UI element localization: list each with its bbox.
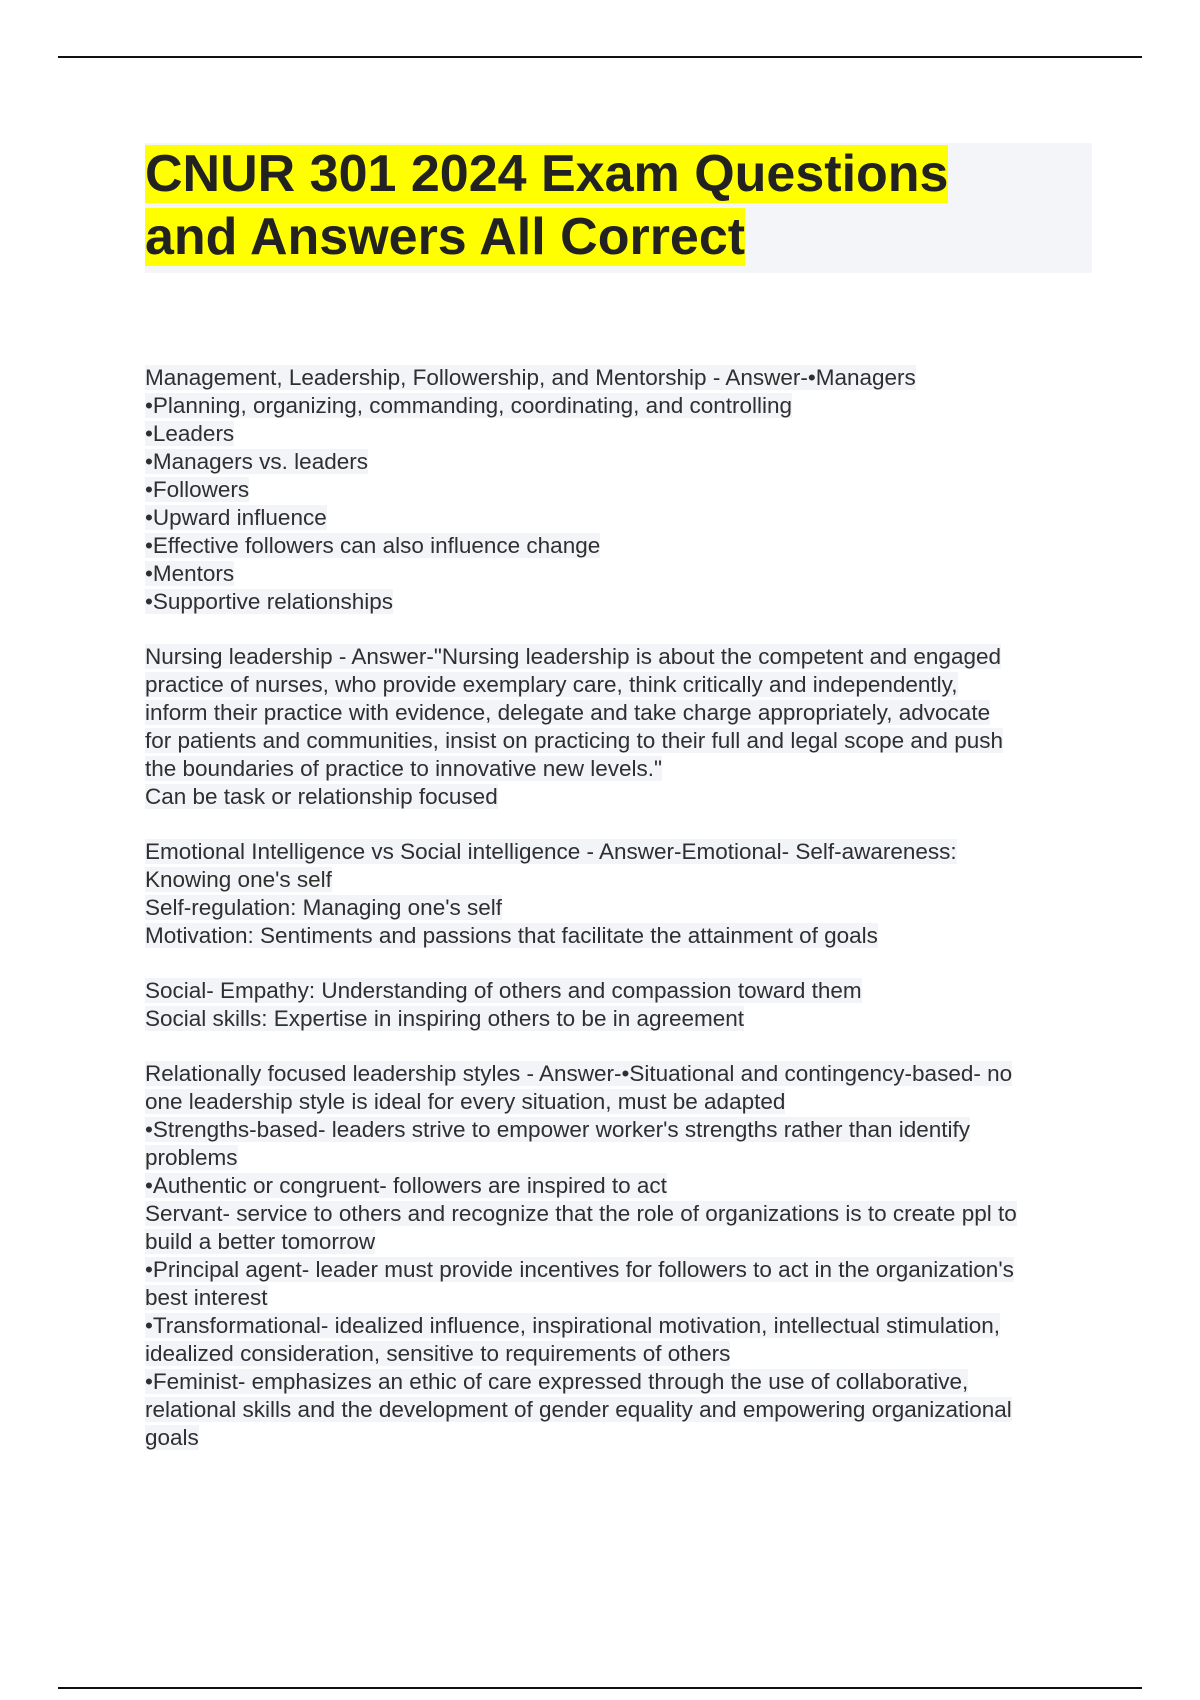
text-line	[145, 1200, 1105, 1228]
text-line	[145, 838, 1105, 866]
text-line	[145, 977, 1105, 1005]
text-line	[145, 504, 1105, 532]
text-line-content: build a better tomorrow	[145, 1229, 376, 1254]
top-divider	[58, 56, 1142, 58]
text-line	[145, 1144, 1105, 1172]
text-line-content: •Strengths-based- leaders strive to empower worker's strengths rather than identify	[145, 1117, 971, 1142]
text-line	[145, 392, 1105, 420]
text-line	[145, 1312, 1105, 1340]
text-line	[145, 755, 1105, 783]
text-line	[145, 671, 1105, 699]
text-line-content: Can be task or relationship focused	[145, 784, 498, 809]
document-title	[145, 143, 1092, 269]
text-line-content: problems	[145, 1145, 238, 1170]
text-line	[145, 1396, 1105, 1424]
text-line	[145, 364, 1105, 392]
text-line-content: •Transformational- idealized influence, inspirational motivation, intellectual stimulation,	[145, 1313, 1000, 1338]
qa-block	[145, 977, 1105, 1033]
qa-block	[145, 643, 1105, 811]
text-line	[145, 420, 1105, 448]
text-line-content: best interest	[145, 1285, 268, 1310]
text-line-content: •Mentors	[145, 561, 235, 586]
text-line	[145, 1256, 1105, 1284]
qa-block	[145, 838, 1105, 950]
text-line	[145, 1116, 1105, 1144]
text-line	[145, 1340, 1105, 1368]
qa-block	[145, 1060, 1105, 1452]
text-line-content: relational skills and the development of gender equality and empowering organizational	[145, 1397, 1012, 1422]
text-line	[145, 476, 1105, 504]
text-line-content: Motivation: Sentiments and passions that facilitate the attainment of goals	[145, 923, 878, 948]
text-line	[145, 1284, 1105, 1312]
text-line	[145, 894, 1105, 922]
text-line-content: Servant- service to others and recognize that the role of organizations is to create ppl to	[145, 1201, 1017, 1226]
text-line-content: •Effective followers can also influence change	[145, 533, 601, 558]
text-line	[145, 1005, 1105, 1033]
text-line	[145, 1368, 1105, 1396]
text-line	[145, 1228, 1105, 1256]
text-line-content: Relationally focused leadership styles - Answer-•Situational and contingency-based- no	[145, 1061, 1013, 1086]
title-line-1: CNUR 301 2024 Exam Questions	[145, 145, 949, 203]
text-line-content: •Principal agent- leader must provide incentives for followers to act in the organization's	[145, 1257, 1014, 1282]
text-line	[145, 448, 1105, 476]
text-line	[145, 783, 1105, 811]
text-line-content: •Leaders	[145, 421, 235, 446]
text-line-content: for patients and communities, insist on practicing to their full and legal scope and push	[145, 728, 1003, 753]
text-line-content: •Followers	[145, 477, 250, 502]
text-line-content: •Supportive relationships	[145, 589, 394, 614]
text-line-content: •Upward influence	[145, 505, 327, 530]
text-line-content: Management, Leadership, Followership, and Mentorship - Answer-•Managers	[145, 365, 916, 390]
text-line-content: •Feminist- emphasizes an ethic of care expressed through the use of collaborative,	[145, 1369, 969, 1394]
text-line	[145, 1060, 1105, 1088]
text-line	[145, 1424, 1105, 1452]
bottom-divider	[58, 1687, 1142, 1689]
text-line-content: Social- Empathy: Understanding of others and compassion toward them	[145, 978, 862, 1003]
text-line-content: the boundaries of practice to innovative new levels."	[145, 756, 663, 781]
text-line-content: Knowing one's self	[145, 867, 332, 892]
text-line	[145, 560, 1105, 588]
text-line-content: Emotional Intelligence vs Social intelligence - Answer-Emotional- Self-awareness:	[145, 839, 957, 864]
title-block	[145, 143, 1092, 273]
document-body	[145, 364, 1105, 1479]
text-line-content: •Managers vs. leaders	[145, 449, 368, 474]
text-line-content: Social skills: Expertise in inspiring others to be in agreement	[145, 1006, 745, 1031]
text-line	[145, 866, 1105, 894]
text-line	[145, 699, 1105, 727]
text-line-content: one leadership style is ideal for every situation, must be adapted	[145, 1089, 786, 1114]
text-line-content: goals	[145, 1425, 199, 1450]
text-line-content: inform their practice with evidence, delegate and take charge appropriately, advocate	[145, 700, 991, 725]
text-line-content: Nursing leadership - Answer-"Nursing leadership is about the competent and engaged	[145, 644, 1001, 669]
text-line	[145, 922, 1105, 950]
text-line-content: practice of nurses, who provide exemplary care, think critically and independently,	[145, 672, 958, 697]
qa-block	[145, 364, 1105, 616]
text-line-content: Self-regulation: Managing one's self	[145, 895, 503, 920]
text-line	[145, 1088, 1105, 1116]
title-line-2: and Answers All Correct	[145, 208, 746, 266]
text-line	[145, 727, 1105, 755]
text-line-content: •Authentic or congruent- followers are inspired to act	[145, 1173, 667, 1198]
text-line-content: •Planning, organizing, commanding, coordinating, and controlling	[145, 393, 793, 418]
text-line	[145, 588, 1105, 616]
text-line	[145, 532, 1105, 560]
text-line	[145, 1172, 1105, 1200]
text-line	[145, 643, 1105, 671]
text-line-content: idealized consideration, sensitive to requirements of others	[145, 1341, 731, 1366]
